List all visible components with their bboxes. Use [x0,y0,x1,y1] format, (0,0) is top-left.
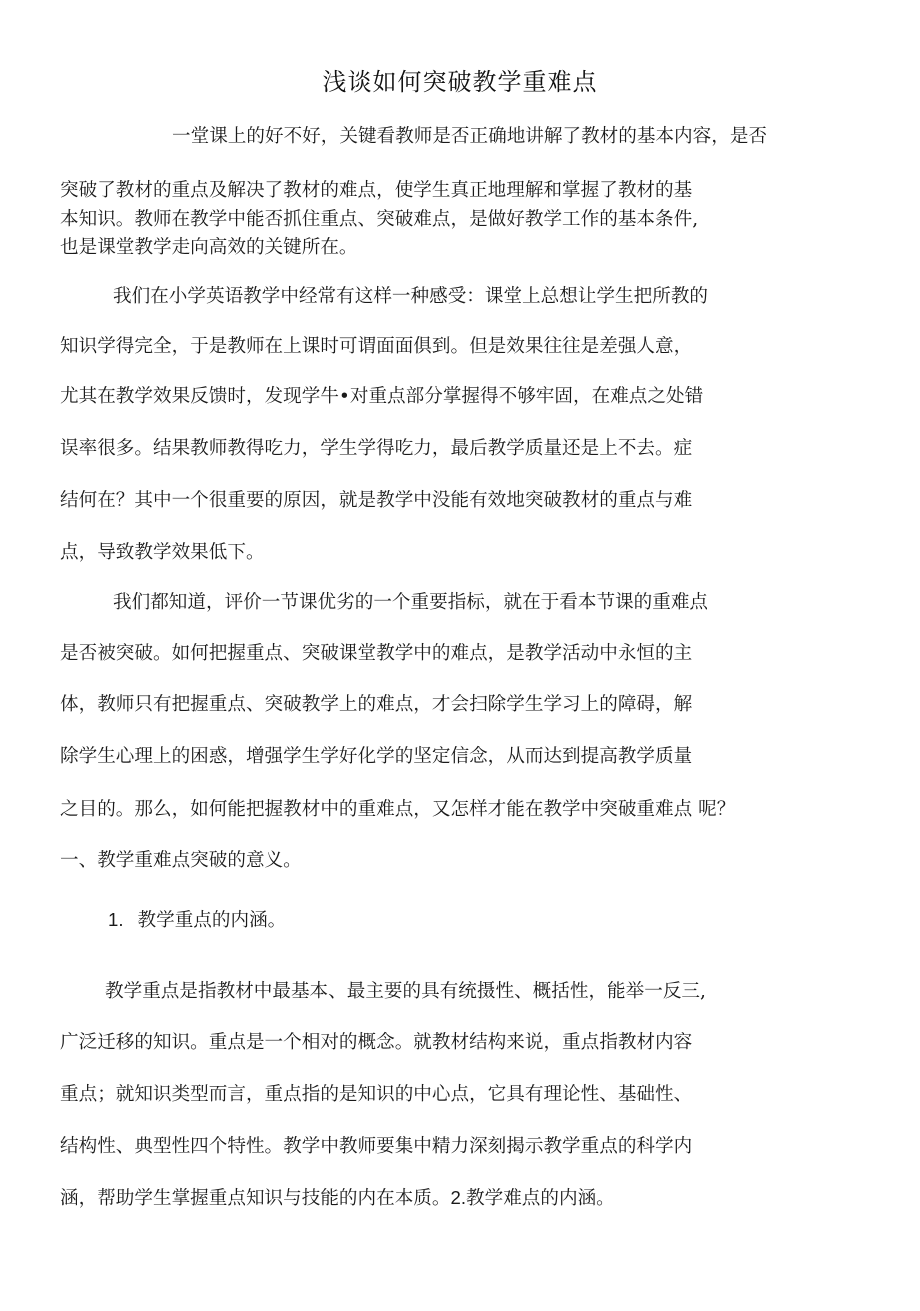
paragraph-line: 一堂课上的好不好，关键看教师是否正确地讲解了教材的基本内容，是否 [172,126,768,147]
paragraph-line: 之目的。那么，如何能把握教材中的重难点，又怎样才能在教学中突破重难点 呢？ [60,799,736,820]
paragraph-line: 也是课堂教学走向高效的关键所在。 [60,237,358,258]
paragraph-line: 误率很多。结果教师教得吃力，学生学得吃力，最后教学质量还是上不去。症 [60,438,693,459]
section-heading: 一、教学重难点突破的意义。 [60,850,302,871]
subsection-heading [108,907,286,934]
paragraph-line: 是否被突破。如何把握重点、突破课堂教学中的难点，是教学活动中永恒的主 [60,643,693,664]
paragraph-line: 尤其在教学效果反馈时，发现学牛•对重点部分掌握得不够牢固，在难点之处错 [60,386,704,407]
paragraph-line: 本知识。教师在教学中能否抓住重点、突破难点，是做好教学工作的基本条件, [60,209,699,230]
paragraph-line: 突破了教材的重点及解决了教材的难点，使学生真正地理解和掌握了教材的基 [60,180,693,201]
paragraph-line: 结何在？其中一个很重要的原因，就是教学中没能有效地突破教材的重点与难 [60,490,693,511]
paragraph-line: 除学生心理上的困惑，增强学生学好化学的坚定信念，从而达到提高教学质量 [60,746,693,767]
paragraph-line-text: 涵，帮助学生掌握重点知识与技能的内在本质。 [60,1188,451,1209]
paragraph-line: 体，教师只有把握重点、突破教学上的难点，才会扫除学生学习上的障碍，解 [60,694,693,715]
paragraph-line: 教学重点是指教材中最基本、最主要的具有统摄性、概括性，能举一反三, [105,981,706,1002]
paragraph-line: 点，导致教学效果低下。 [60,542,265,563]
document-title: 浅谈如何突破教学重难点 [322,68,598,96]
next-subsection-heading: 教学难点的内涵。 [466,1188,615,1209]
paragraph-line: 知识学得完全，于是教师在上课时可谓面面俱到。但是效果往往是差强人意， [60,336,693,357]
subsection-number: 1. [108,909,124,930]
paragraph-line: 广泛迁移的知识。重点是一个相对的概念。就教材结构来说，重点指教材内容 [60,1032,693,1053]
next-subsection-number: 2. [450,1187,466,1208]
subsection-heading-text: 教学重点的内涵。 [137,910,287,931]
paragraph-line: 结构性、典型性四个特性。教学中教师要集中精力深刻揭示教学重点的科学内 [60,1136,693,1157]
paragraph-line: 重点；就知识类型而言，重点指的是知识的中心点，它具有理论性、基础性、 [60,1084,693,1105]
paragraph-line [60,1185,615,1212]
paragraph-line: 我们在小学英语教学中经常有这样一种感受：课堂上总想让学生把所教的 [113,286,709,307]
paragraph-line: 我们都知道，评价一节课优劣的一个重要指标，就在于看本节课的重难点 [113,592,709,613]
